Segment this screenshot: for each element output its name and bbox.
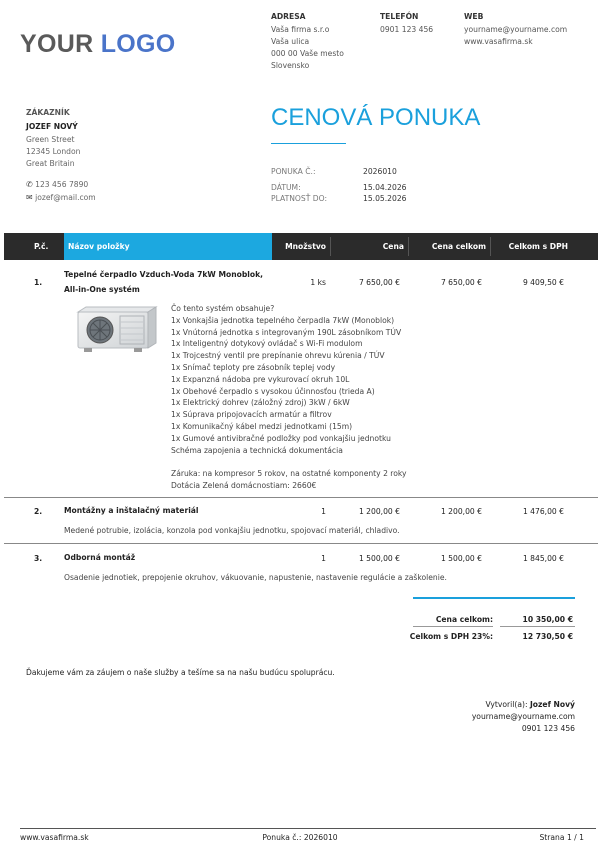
row-total-vat: 1 476,00 € xyxy=(522,507,564,516)
desc-line: Záruka: na kompresor 5 rokov, na ostatné komponenty 2 roky xyxy=(171,469,407,479)
col-separator xyxy=(408,237,409,256)
address-line: Vaša firma s.r.o xyxy=(271,25,330,34)
address-label: ADRESA xyxy=(271,12,306,21)
row-name: Montážny a inštalačný materiál xyxy=(64,506,199,515)
customer-phone: 123 456 7890 xyxy=(35,180,89,189)
mail-icon: ✉ xyxy=(26,193,33,202)
col-separator xyxy=(330,237,331,256)
customer-address-line: 12345 London xyxy=(26,147,81,156)
desc-line: Dotácia Zelená domácnostiam: 2660€ xyxy=(171,480,317,490)
col-total-vat: Celkom s DPH xyxy=(508,242,568,251)
date-value: 15.04.2026 xyxy=(363,183,407,192)
date-label: DÁTUM: xyxy=(271,183,301,192)
row-qty: 1 xyxy=(321,554,326,563)
col-price: Cena xyxy=(382,242,404,251)
desc-line: 1x Elektrický dohrev (záložný zdroj) 3kW / 6kW xyxy=(171,398,350,408)
row-total-vat: 1 845,00 € xyxy=(522,554,564,563)
desc-line: 1x Inteligentný dotykový ovládač s Wi-Fi modulom xyxy=(171,339,363,349)
row-total: 1 500,00 € xyxy=(440,554,482,563)
document-title: CENOVÁ PONUKA xyxy=(271,104,481,131)
address-line: Vaša ulica xyxy=(271,37,310,46)
customer-label: ZÁKAZNÍK xyxy=(26,108,70,117)
sum-label: Cena celkom: xyxy=(435,615,493,624)
totals-divider xyxy=(413,626,493,627)
col-total: Cena celkom xyxy=(431,242,486,251)
company-address xyxy=(271,12,344,72)
desc-line: Schéma zapojenia a technická dokumentácia xyxy=(171,445,343,455)
desc-line: 1x Komunikačný kábel medzi jednotkami (15m) xyxy=(171,421,353,431)
col-qty: Množstvo xyxy=(285,242,326,251)
row-total: 1 200,00 € xyxy=(440,507,482,516)
footer-offer-number: Ponuka č.: 2026010 xyxy=(262,833,338,842)
company-phone-block xyxy=(380,12,433,36)
row-divider xyxy=(4,543,598,544)
phone-label: TELEFÓN xyxy=(380,12,419,21)
row-price: 1 200,00 € xyxy=(358,507,400,516)
company-logo xyxy=(20,30,176,59)
vat-label: Celkom s DPH 23%: xyxy=(409,632,493,641)
desc-line: 1x Trojcestný ventil pre prepínanie ohrevu kúrenia / TÚV xyxy=(171,351,385,361)
desc-line: 1x Snímač teploty pre zásobník teplej vody xyxy=(171,362,336,372)
row-name-line: Tepelné čerpadlo Vzduch-Voda 7kW Monoblok, xyxy=(64,270,264,279)
row-description: Osadenie jednotiek, prepojenie okruhov, vákuovanie, napustenie, nastavenie regulácie a zaškolenie. xyxy=(64,573,447,582)
desc-line: 1x Vnútorná jednotka s integrovaným 190L zásobníkom TÚV xyxy=(171,327,402,337)
desc-line: 1x Súprava pripojovacích armatúr a filtrov xyxy=(171,410,332,420)
col-name: Názov položky xyxy=(64,233,272,260)
offer-number: 2026010 xyxy=(363,167,397,176)
table-header xyxy=(4,233,598,260)
company-web-block xyxy=(464,12,567,48)
signature-phone: 0901 123 456 xyxy=(521,724,575,733)
row-number: 1. xyxy=(34,278,43,287)
validity-value: 15.05.2026 xyxy=(363,194,407,203)
row-qty: 1 ks xyxy=(310,278,326,287)
row-price: 7 650,00 € xyxy=(358,278,400,287)
address-line: 000 00 Vaše mesto xyxy=(271,49,344,58)
footer-line xyxy=(20,828,596,829)
row-name-line: All-in-One systém xyxy=(64,285,140,294)
created-by-label: Vytvoril(a): xyxy=(485,700,528,709)
customer-block xyxy=(26,108,96,204)
row-description xyxy=(171,303,407,492)
desc-line xyxy=(171,456,407,468)
row-number: 3. xyxy=(34,554,43,563)
address-line: Slovensko xyxy=(271,61,310,70)
row-name xyxy=(64,267,263,297)
vat-value: 12 730,50 € xyxy=(522,632,573,641)
desc-line: 1x Gumové antivibračné podložky pod vonkajšiu jednotku xyxy=(171,433,391,443)
customer-email: jozef@mail.com xyxy=(35,193,96,202)
row-total: 7 650,00 € xyxy=(440,278,482,287)
footer-website: www.vasafirma.sk xyxy=(20,833,89,842)
customer-name: JOZEF NOVÝ xyxy=(26,122,78,131)
heat-pump-image xyxy=(74,306,158,356)
signature-email: yourname@yourname.com xyxy=(471,712,575,721)
totals-divider xyxy=(500,626,575,627)
validity-label: PLATNOSŤ DO: xyxy=(271,194,328,203)
title-underline xyxy=(271,143,346,144)
logo-part-2: LOGO xyxy=(100,30,176,58)
customer-address-line: Green Street xyxy=(26,135,75,144)
customer-phone-row xyxy=(26,178,96,191)
row-price: 1 500,00 € xyxy=(358,554,400,563)
col-separator xyxy=(490,237,491,256)
desc-line: 1x Expanzná nádoba pre vykurovací okruh 10L xyxy=(171,374,350,384)
sum-value: 10 350,00 € xyxy=(522,615,573,624)
row-qty: 1 xyxy=(321,507,326,516)
row-number: 2. xyxy=(34,507,43,516)
row-name: Odborná montáž xyxy=(64,553,136,562)
web-label: WEB xyxy=(464,12,484,21)
customer-address-line: Great Britain xyxy=(26,159,75,168)
row-divider xyxy=(4,497,598,498)
logo-part-1: YOUR xyxy=(20,30,94,58)
totals-accent-line xyxy=(413,597,575,599)
customer-email-row xyxy=(26,191,96,204)
phone-icon: ✆ xyxy=(26,180,33,189)
footer-page: Strana 1 / 1 xyxy=(539,833,584,842)
desc-line: 1x Obehové čerpadlo s vysokou účinnosťou (trieda A) xyxy=(171,386,375,396)
row-total-vat: 9 409,50 € xyxy=(522,278,564,287)
created-by-name: Jozef Nový xyxy=(529,700,575,709)
desc-line: 1x Vonkajšia jednotka tepelného čerpadla 7kW (Monoblok) xyxy=(171,315,395,325)
created-by xyxy=(380,700,575,709)
thanks-note: Ďakujeme vám za záujem o naše služby a tešíme sa na našu budúcu spoluprácu. xyxy=(26,668,335,677)
desc-line: Čo tento systém obsahuje? xyxy=(171,304,275,313)
col-num: P.č. xyxy=(34,242,49,251)
company-email: yourname@yourname.com xyxy=(464,25,568,34)
offer-number-label: PONUKA Č.: xyxy=(271,167,316,176)
company-phone: 0901 123 456 xyxy=(380,25,434,34)
company-website: www.vasafirma.sk xyxy=(464,37,533,46)
row-description: Medené potrubie, izolácia, konzola pod vonkajšiu jednotku, spojovací materiál, chladivo. xyxy=(64,526,400,535)
